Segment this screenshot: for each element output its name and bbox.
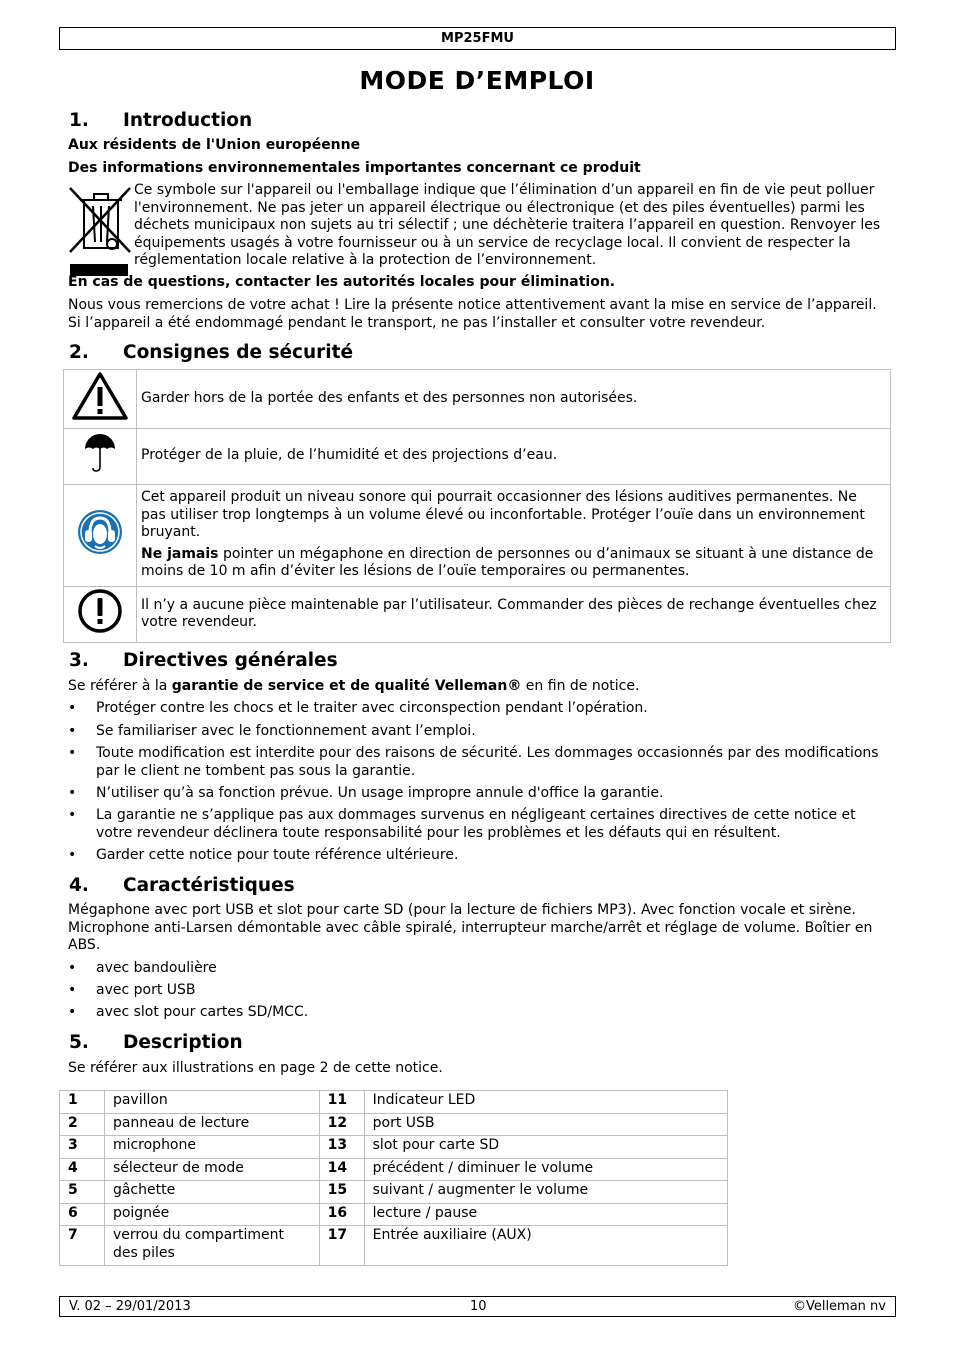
- part-label: sélecteur de mode: [104, 1158, 319, 1181]
- safety-text: Il n’y a aucune pièce maintenable par l’utilisateur. Commander des pièces de rechange éventuelles chez votre revendeur.: [137, 586, 891, 642]
- list-item: • La garantie ne s’applique pas aux dommages survenus en négligeant certaines directives de cette notice et votre revendeur déclinera toute responsabilité pour les problèmes et les défauts qui en résultent.: [68, 807, 856, 841]
- part-label: Entrée auxiliaire (AUX): [364, 1226, 727, 1266]
- safety-text: Protéger de la pluie, de l’humidité et des projections d’eau.: [137, 428, 891, 484]
- eu-heading: Aux résidents de l'Union européenne: [68, 137, 361, 153]
- table-row: [60, 1181, 728, 1204]
- weee-text: Ce symbole sur l'appareil ou l'emballage indique que l’élimination d’un appareil en fin de vie peut polluer l'environnement. Ne pas jeter un appareil électrique ou électronique (et des piles éventuelles) parmi les déchets municipaux non sujets au tri sélectif ; une déchèterie traitera l’appareil en question. Renvoyer les équipements usagés à votre fournisseur ou à un service de recyclage local. Il convient de respecter la réglementation locale relative à la protection de l’environnement.: [134, 182, 881, 268]
- warranty-note: Se référer à la garantie de service et de qualité Velleman® en fin de notice.: [68, 678, 640, 694]
- table-row: [60, 1203, 728, 1226]
- description-intro: Se référer aux illustrations en page 2 de cette notice.: [68, 1060, 443, 1076]
- list-item: • Protéger contre les chocs et le traiter avec circonspection pendant l’opération.: [68, 700, 648, 716]
- safety-row: [64, 428, 891, 484]
- page-number: 10: [470, 1299, 487, 1314]
- part-label: lecture / pause: [364, 1203, 727, 1226]
- ear-protection-icon: [64, 484, 137, 586]
- table-row: [60, 1113, 728, 1136]
- safety-row: [64, 586, 891, 642]
- part-number: 7: [60, 1226, 105, 1266]
- hearing-warning: Cet appareil produit un niveau sonore qui pourrait occasionner des lésions auditives permanentes. Ne pas utiliser trop longtemps à un volume élevé ou inconfortable. Protéger l’ouïe dans un environnement bruyant.: [141, 489, 865, 541]
- part-number: 5: [60, 1181, 105, 1204]
- part-label: suivant / augmenter le volume: [364, 1181, 727, 1204]
- part-label: Indicateur LED: [364, 1091, 727, 1114]
- document-header: MP25FMU: [59, 27, 896, 50]
- safety-row: [64, 370, 891, 429]
- features-paragraph: Mégaphone avec port USB et slot pour carte SD (pour la lecture de fichiers MP3). Avec fonction vocale et sirène. Microphone anti-Larsen démontable avec câble spiralé, interrupteur marche/arrêt et réglage de volume. Boîtier en ABS.: [68, 902, 873, 953]
- part-label: gâchette: [104, 1181, 319, 1204]
- section-3-heading: 3. Directives générales: [69, 650, 338, 671]
- part-label: microphone: [104, 1136, 319, 1159]
- contact-note: En cas de questions, contacter les autorités locales pour élimination.: [68, 274, 616, 290]
- part-label: précédent / diminuer le volume: [364, 1158, 727, 1181]
- document-footer: [59, 1296, 896, 1317]
- table-row: [60, 1091, 728, 1114]
- part-number: 4: [60, 1158, 105, 1181]
- section-5-heading: 5. Description: [69, 1032, 243, 1053]
- part-number: 1: [60, 1091, 105, 1114]
- umbrella-icon: [64, 428, 137, 484]
- section-1-heading: 1. Introduction: [69, 110, 253, 131]
- part-number: 16: [319, 1203, 364, 1226]
- list-item: • avec slot pour cartes SD/MCC.: [68, 1004, 309, 1020]
- safety-text: Garder hors de la portée des enfants et des personnes non autorisées.: [137, 370, 891, 429]
- env-heading: Des informations environnementales importantes concernant ce produit: [68, 160, 641, 176]
- part-label: pavillon: [104, 1091, 319, 1114]
- part-number: 14: [319, 1158, 364, 1181]
- version-date: V. 02 – 29/01/2013: [69, 1299, 191, 1314]
- description-table: [59, 1090, 728, 1266]
- table-row: [60, 1226, 728, 1266]
- part-number: 12: [319, 1113, 364, 1136]
- part-label: slot pour carte SD: [364, 1136, 727, 1159]
- part-number: 3: [60, 1136, 105, 1159]
- part-number: 15: [319, 1181, 364, 1204]
- exclamation-circle-icon: [64, 586, 137, 642]
- part-number: 6: [60, 1203, 105, 1226]
- part-label: verrou du compartiment des piles: [104, 1226, 319, 1266]
- list-item: • Toute modification est interdite pour des raisons de sécurité. Les dommages occasionnés par des modifications par le client ne tombent pas sous la garantie.: [68, 745, 879, 779]
- thanks-paragraph: Nous vous remercions de votre achat ! Lire la présente notice attentivement avant la mise en service de l’appareil. Si l’appareil a été endommagé pendant le transport, ne pas l’installer et consulter votre revendeur.: [68, 297, 877, 331]
- table-row: [60, 1136, 728, 1159]
- list-item: • N’utiliser qu’à sa fonction prévue. Un usage impropre annule d'office la garantie.: [68, 785, 664, 801]
- part-label: port USB: [364, 1113, 727, 1136]
- part-number: 2: [60, 1113, 105, 1136]
- page-title: MODE D’EMPLOI: [359, 66, 595, 95]
- part-label: panneau de lecture: [104, 1113, 319, 1136]
- part-number: 11: [319, 1091, 364, 1114]
- section-4-heading: 4. Caractéristiques: [69, 875, 295, 896]
- list-item: • avec port USB: [68, 982, 196, 998]
- safety-text: [137, 484, 891, 586]
- list-item: • Se familiariser avec le fonctionnement avant l’emploi.: [68, 723, 476, 739]
- table-row: [60, 1158, 728, 1181]
- copyright: ©Velleman nv: [792, 1299, 886, 1314]
- safety-row: [64, 484, 891, 586]
- section-2-heading: 2. Consignes de sécurité: [69, 342, 354, 363]
- part-label: poignée: [104, 1203, 319, 1226]
- warning-triangle-icon: [64, 370, 137, 429]
- list-item: • avec bandoulière: [68, 960, 217, 976]
- part-number: 13: [319, 1136, 364, 1159]
- part-number: 17: [319, 1226, 364, 1266]
- megaphone-warning: Ne jamais pointer un mégaphone en direction de personnes ou d’animaux se situant à une distance de moins de 10 m afin d’éviter les lésions de l’ouïe temporaires ou permanentes.: [141, 545, 874, 580]
- safety-table: [63, 369, 891, 643]
- list-item: • Garder cette notice pour toute référence ultérieure.: [68, 847, 459, 863]
- weee-bin-icon: [68, 186, 132, 278]
